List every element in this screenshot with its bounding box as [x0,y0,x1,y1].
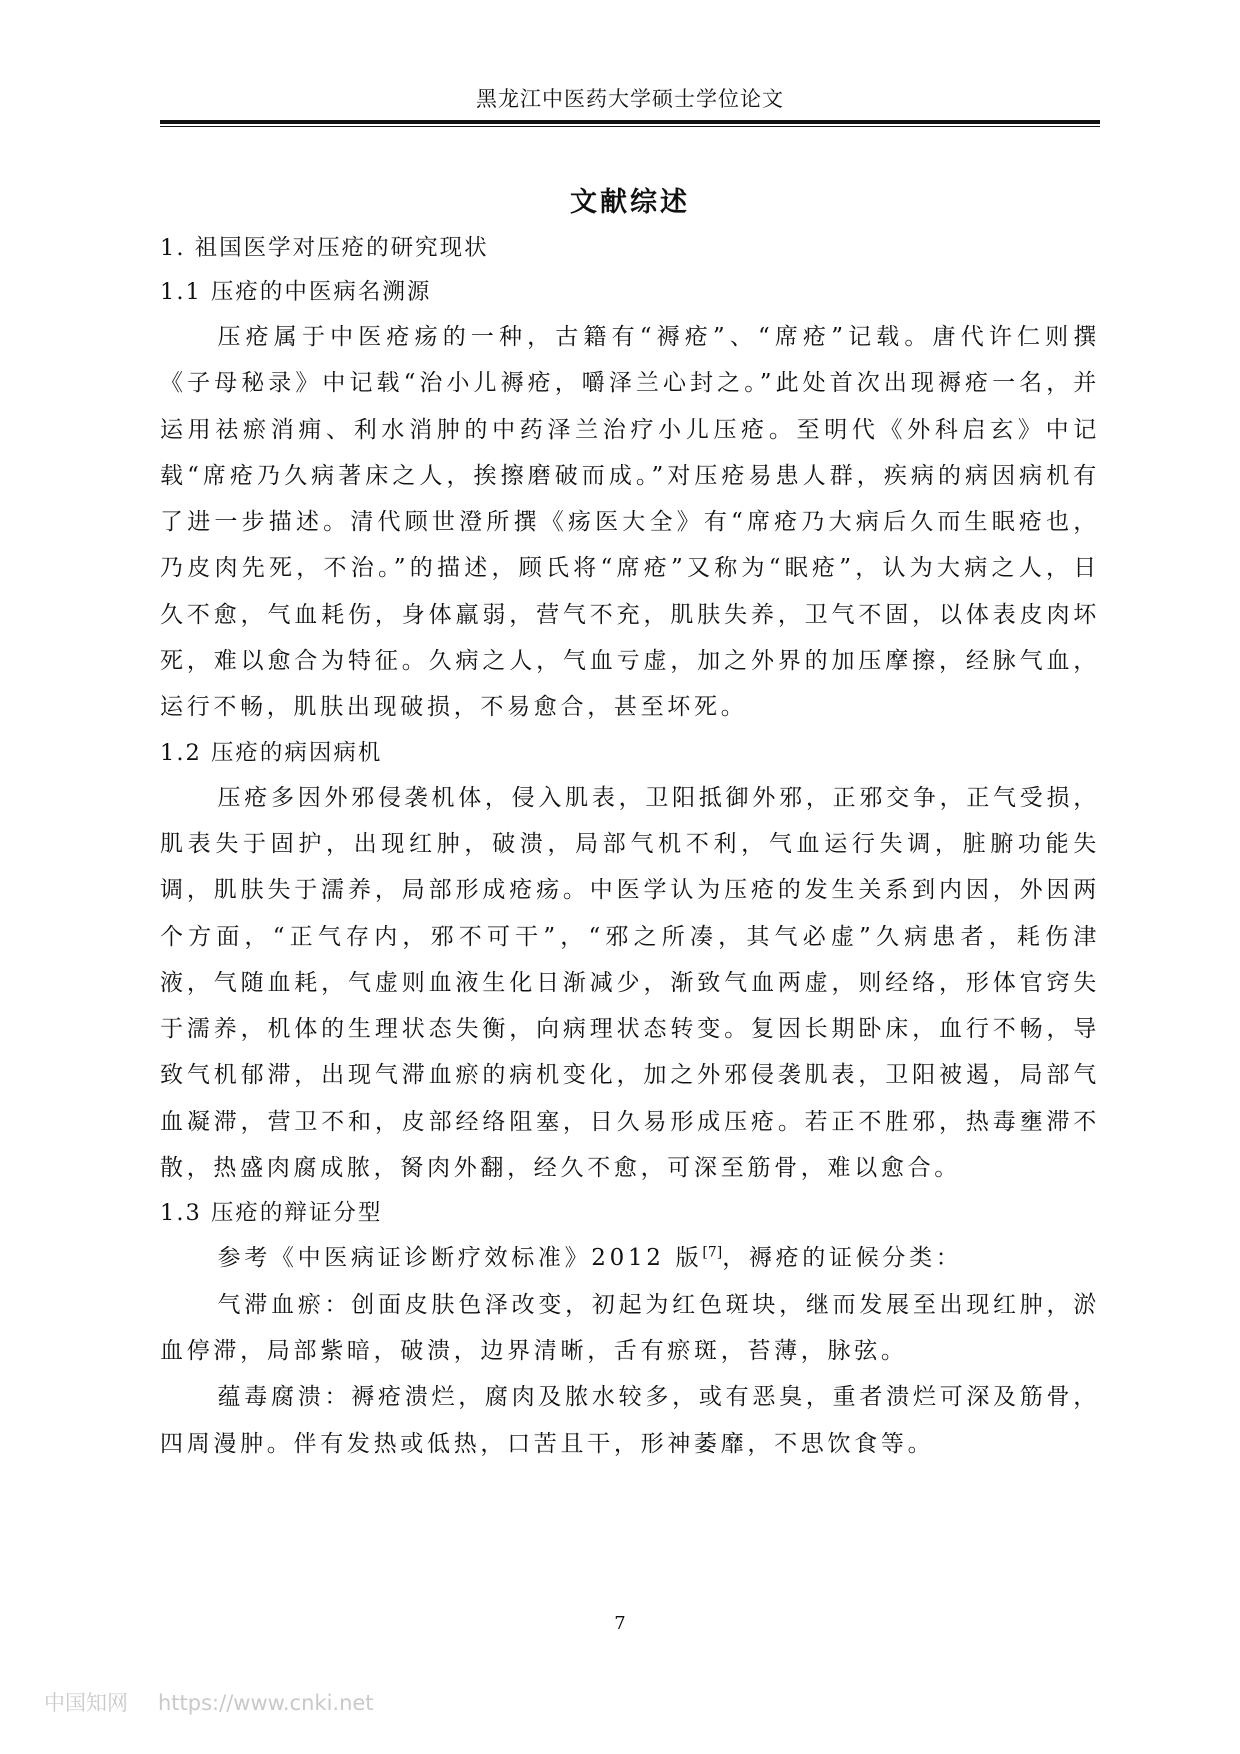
paragraph-syndrome-reference [160,1235,1100,1281]
header-rule [160,120,1100,124]
heading-1-3: 1.3 压疮的辩证分型 [160,1200,383,1227]
watermark [44,1689,374,1717]
reference-tail: ，褥疮的证候分类： [722,1245,963,1272]
paragraph-qi-stagnation-blood-stasis: 气滞血瘀：创面皮肤色泽改变，初起为红色斑块，继而发展至出现红肿，淤血停滞，局部紫暗，破溃，边界清晰，舌有瘀斑，苔薄，脉弦。 [160,1291,1100,1364]
page-body [160,182,1100,1467]
watermark-url: https://www.cnki.net [158,1691,374,1715]
page-number: 7 [614,1613,626,1634]
paragraph-etiology-pathogenesis: 压疮多因外邪侵袭机体，侵入肌表，卫阳抵御外邪，正邪交争，正气受损，肌表失于固护，出现红肿，破溃，局部气机不利，气血运行失调，脏腑功能失调，肌肤失于濡养，局部形成疮疡。中医学认为压疮的发生关系到内因，外因两个方面，“正气存内，邪不可干”，“邪之所凑，其气必虚”久病患者，耗伤津液，气随血耗，气虚则血液生化日渐减少，渐致气血两虚，则经络，形体官窍失于濡养，机体的生理状态失衡，向病理状态转变。复因长期卧床，血行不畅，导致气机郁滞，出现气滞血瘀的病机变化，加之外邪侵袭肌表，卫阳被遏，局部气血凝滞，营卫不和，皮部经络阻塞，日久易形成压疮。若正不胜邪，热毒壅滞不散，热盛肉腐成脓，胬肉外翻，经久不愈，可深至筋骨，难以愈合。 [160,784,1100,1182]
paragraph-disease-name-origin: 压疮属于中医疮疡的一种，古籍有“褥疮”、“席疮”记载。唐代许仁则撰《子母秘录》中记载“治小儿褥疮，嚼泽兰心封之。”此处首次出现褥疮一名，并运用祛瘀消痈、利水消肿的中药泽兰治疗小儿压疮。至明代《外科启玄》中记载“席疮乃久病著床之人，挨擦磨破而成。”对压疮易患人群，疾病的病因病机有了进一步描述。清代顾世澄所撰《疡医大全》有“席疮乃大病后久而生眠疮也，乃皮肉先死，不治。”的描述，顾氏将“席疮”又称为“眠疮”，认为大病之人，日久不愈，气血耗伤，身体羸弱，营气不充，肌肤失养，卫气不固，以体表皮肉坏死，难以愈合为特征。久病之人，气血亏虚，加之外界的加压摩擦，经脉气血，运行不畅，肌肤出现破损，不易愈合，甚至坏死。 [160,324,1100,721]
reference-text: 参考《中医病证诊断疗效标准》2012 版 [217,1245,703,1272]
section-title: 文献综述 [570,187,690,218]
header-rule-thin [160,126,1100,127]
heading-1-2: 1.2 压疮的病因病机 [160,739,383,766]
heading-1-1: 1.1 压疮的中医病名溯源 [160,279,432,305]
running-header: 黑龙江中医药大学硕士学位论文 [476,87,784,111]
paragraph-toxin-ulceration: 蕴毒腐溃：褥疮溃烂，腐肉及脓水较多，或有恶臭，重者溃烂可深及筋骨，四周漫肿。伴有发热或低热，口苦且干，形神萎靡，不思饮食等。 [160,1384,1100,1457]
watermark-brand: 中国知网 [44,1691,128,1715]
citation-superscript[interactable]: [7] [702,1244,723,1261]
heading-1: 1. 祖国医学对压疮的研究现状 [160,235,489,261]
